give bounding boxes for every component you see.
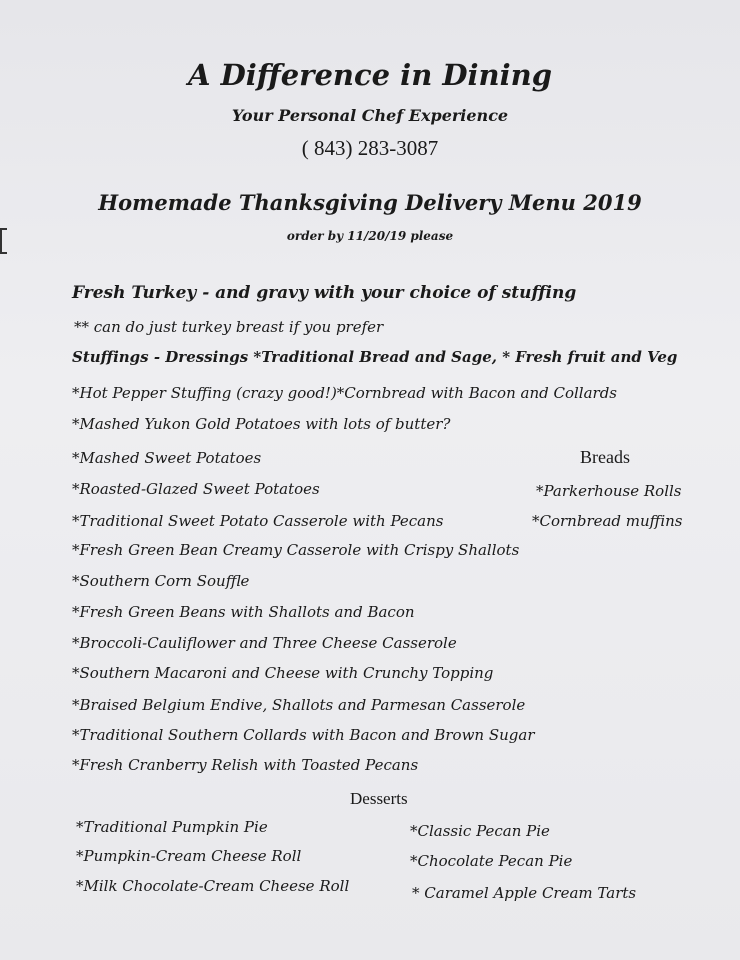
side-item: *Mashed Yukon Gold Potatoes with lots of butter? xyxy=(72,415,451,433)
tagline: Your Personal Chef Experience xyxy=(231,106,509,125)
turkey-line: Fresh Turkey - and gravy with your choice of stuffing xyxy=(72,283,577,303)
bread-item: *Parkerhouse Rolls xyxy=(536,482,682,500)
bread-item: *Cornbread muffins xyxy=(532,512,683,530)
order-deadline: order by 11/20/19 please xyxy=(286,229,454,243)
business-name: A Difference in Dining xyxy=(187,58,553,92)
dessert-item: *Milk Chocolate-Cream Cheese Roll xyxy=(76,877,350,895)
side-item: *Roasted-Glazed Sweet Potatoes xyxy=(72,480,320,498)
side-item: *Mashed Sweet Potatoes xyxy=(72,449,262,467)
phone-number: ( 843) 283-3087 xyxy=(301,136,439,160)
side-item: *Fresh Green Bean Creamy Casserole with Crispy Shallots xyxy=(72,541,520,559)
side-item: *Traditional Sweet Potato Casserole with Pecans xyxy=(72,512,444,530)
dessert-item: *Chocolate Pecan Pie xyxy=(410,852,573,870)
side-item: *Southern Macaroni and Cheese with Crunchy Topping xyxy=(72,664,494,682)
side-item: *Traditional Southern Collards with Bacon and Brown Sugar xyxy=(72,726,535,744)
dessert-item: *Traditional Pumpkin Pie xyxy=(76,818,268,836)
dessert-item: *Pumpkin-Cream Cheese Roll xyxy=(76,847,302,865)
side-item: *Braised Belgium Endive, Shallots and Parmesan Casserole xyxy=(72,696,526,714)
desserts-heading: Desserts xyxy=(350,789,408,808)
dessert-item: *Classic Pecan Pie xyxy=(410,822,550,840)
side-item: *Fresh Cranberry Relish with Toasted Pecans xyxy=(72,756,419,774)
stuffings-line: Stuffings - Dressings *Traditional Bread and Sage, * Fresh fruit and Veg xyxy=(72,348,678,366)
turkey-note: ** can do just turkey breast if you prefer xyxy=(74,318,384,336)
dessert-item: * Caramel Apple Cream Tarts xyxy=(412,884,637,902)
side-item: *Southern Corn Souffle xyxy=(72,572,250,590)
menu-title: Homemade Thanksgiving Delivery Menu 2019 xyxy=(98,190,642,215)
stuffings-cont: *Hot Pepper Stuffing (crazy good!)*Cornbread with Bacon and Collards xyxy=(72,384,618,402)
side-item: *Broccoli-Cauliflower and Three Cheese Casserole xyxy=(72,634,457,652)
breads-heading: Breads xyxy=(580,447,630,467)
side-item: *Fresh Green Beans with Shallots and Bacon xyxy=(72,603,415,621)
